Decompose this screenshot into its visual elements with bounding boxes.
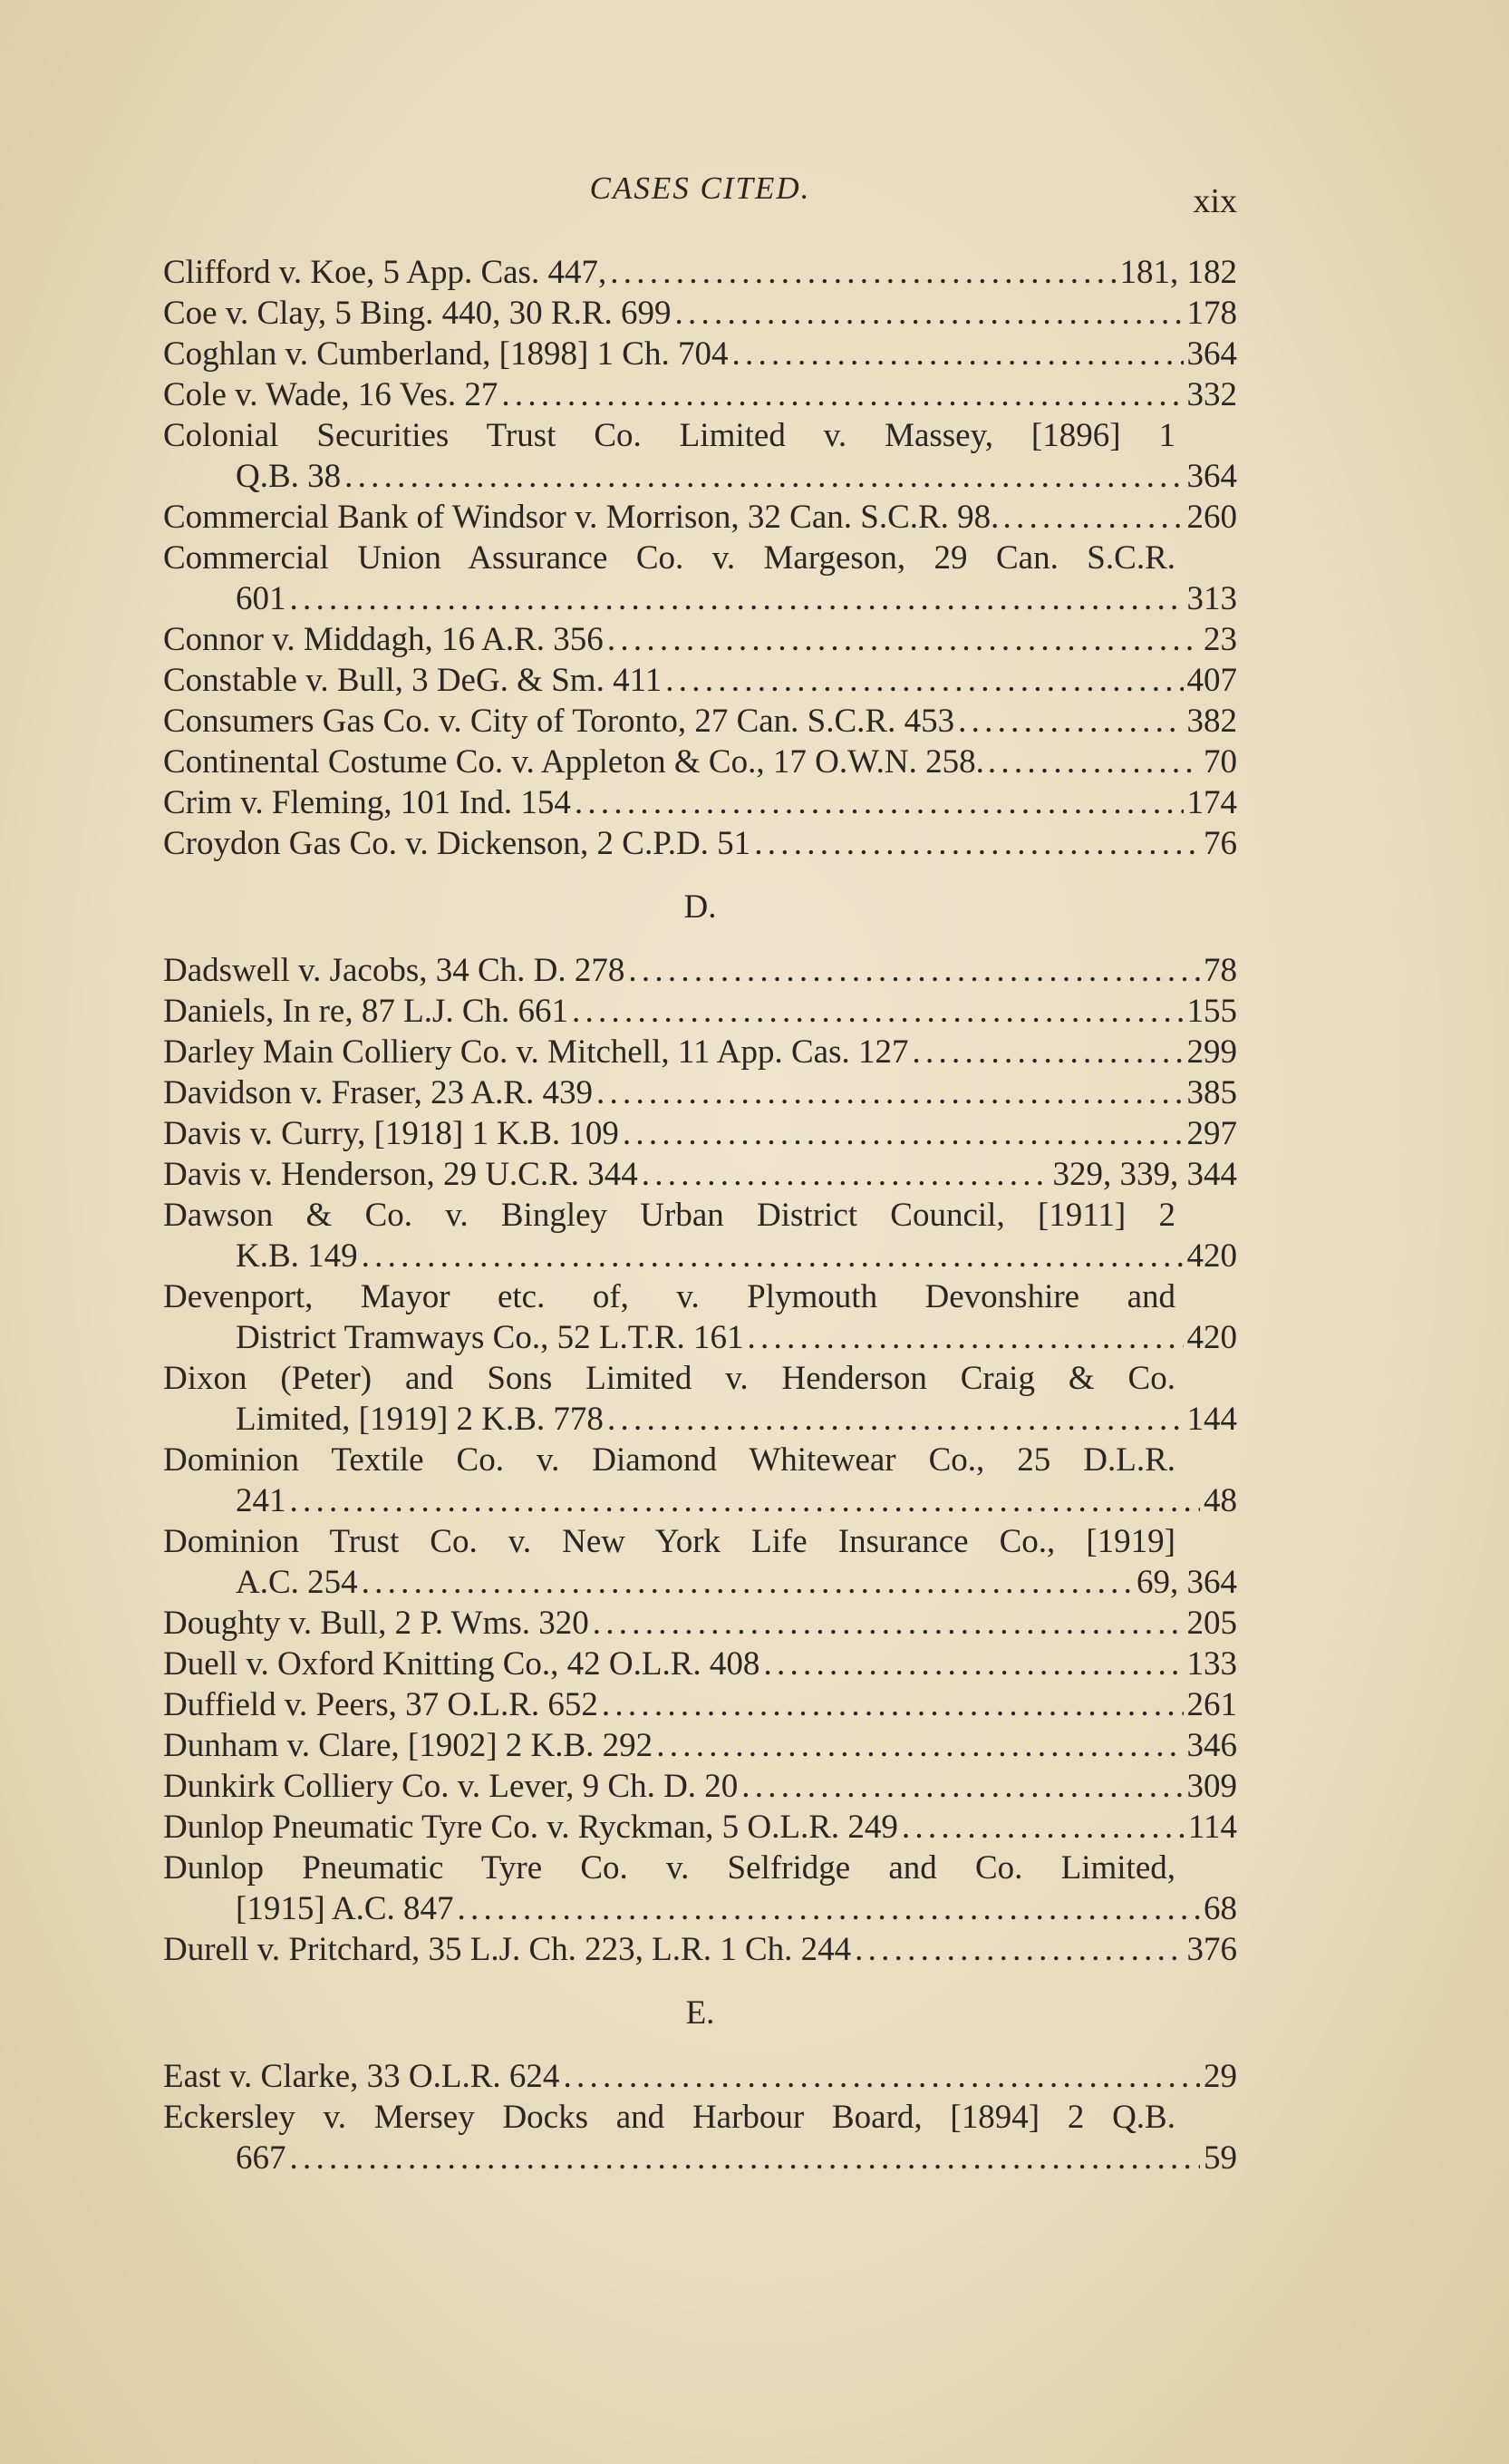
case-citation: Continental Costume Co. v. Appleton & Co., 17 O.W.N. 258. bbox=[163, 743, 984, 781]
case-citation-line bbox=[163, 1644, 1237, 1684]
case-citation: Crim v. Fleming, 101 Ind. 154 bbox=[163, 784, 571, 821]
case-name-line: Dominion Textile Co. v. Diamond Whitewear Co., 25 D.L.R. bbox=[163, 1441, 1175, 1479]
case-citation-line bbox=[163, 1113, 1237, 1154]
case-entry bbox=[163, 991, 1237, 1032]
case-citation: Cole v. Wade, 16 Ves. 27 bbox=[163, 376, 498, 413]
section-heading: E. bbox=[685, 1994, 715, 2032]
case-entry bbox=[163, 2056, 1237, 2097]
page-reference: 332 bbox=[1186, 376, 1237, 413]
page-reference: 313 bbox=[1186, 580, 1237, 617]
dot-leaders bbox=[628, 950, 1200, 991]
page-reference: 299 bbox=[1186, 1033, 1237, 1071]
case-entry bbox=[163, 1032, 1237, 1072]
case-name-line: Dunlop Pneumatic Tyre Co. v. Selfridge and Co. Limited, bbox=[163, 1849, 1175, 1887]
case-citation-line bbox=[163, 334, 1237, 374]
case-citation: Davidson v. Fraser, 23 A.R. 439 bbox=[163, 1074, 594, 1111]
case-citation-line bbox=[163, 1236, 1237, 1276]
case-citation-line bbox=[163, 1603, 1237, 1644]
case-entry bbox=[163, 619, 1237, 660]
case-entry bbox=[163, 497, 1237, 538]
page-reference: 260 bbox=[1186, 499, 1237, 536]
case-name-line: Dixon (Peter) and Sons Limited v. Henderson Craig & Co. bbox=[163, 1360, 1175, 1397]
case-entry bbox=[163, 1644, 1237, 1684]
case-citation: Dunham v. Clare, [1902] 2 K.B. 292 bbox=[163, 1727, 653, 1764]
case-entry bbox=[163, 1358, 1237, 1440]
case-citation-line bbox=[163, 701, 1237, 742]
case-citation-line bbox=[163, 252, 1237, 293]
case-entry bbox=[163, 293, 1237, 334]
case-citation-line bbox=[163, 1480, 1237, 1521]
case-citation-line bbox=[163, 991, 1237, 1032]
case-citation-line bbox=[163, 1154, 1237, 1195]
case-citation-line bbox=[163, 456, 1237, 497]
page-reference: 329, 339, 344 bbox=[1052, 1156, 1237, 1193]
dot-leaders bbox=[754, 823, 1200, 864]
case-entry bbox=[163, 1154, 1237, 1195]
case-citation: Dunlop Pneumatic Tyre Co. v. Ryckman, 5 O.L.R. 249 bbox=[163, 1809, 898, 1846]
case-citation: Doughty v. Bull, 2 P. Wms. 320 bbox=[163, 1605, 589, 1642]
case-citation: Darley Main Colliery Co. v. Mitchell, 11 App. Cas. 127 bbox=[163, 1033, 909, 1071]
dot-leaders bbox=[1002, 497, 1183, 538]
page-reference: 382 bbox=[1186, 703, 1237, 740]
case-citation-line bbox=[163, 823, 1237, 864]
case-name-line: Commercial Union Assurance Co. v. Margeson, 29 Can. S.C.R. bbox=[163, 539, 1175, 577]
case-citation: Limited, [1919] 2 K.B. 778 bbox=[236, 1401, 604, 1438]
case-entry bbox=[163, 1113, 1237, 1154]
page-reference: 364 bbox=[1186, 458, 1237, 495]
dot-leaders bbox=[607, 1399, 1184, 1440]
page-reference: 144 bbox=[1186, 1401, 1237, 1438]
case-citation: Dadswell v. Jacobs, 34 Ch. D. 278 bbox=[163, 952, 625, 989]
case-citation: Coghlan v. Cumberland, [1898] 1 Ch. 704 bbox=[163, 335, 729, 373]
section-heading: D. bbox=[683, 888, 717, 926]
page-reference: 68 bbox=[1204, 1890, 1237, 1927]
dot-leaders bbox=[912, 1032, 1183, 1072]
case-citation: Connor v. Middagh, 16 A.R. 356 bbox=[163, 621, 604, 658]
case-entry bbox=[163, 782, 1237, 823]
page-reference: 407 bbox=[1186, 662, 1237, 699]
case-citation-line bbox=[163, 1562, 1237, 1603]
case-entry bbox=[163, 538, 1237, 619]
dot-leaders bbox=[290, 2138, 1201, 2178]
page-reference: 69, 364 bbox=[1137, 1564, 1237, 1601]
case-citation: Duffield v. Peers, 37 O.L.R. 652 bbox=[163, 1686, 598, 1723]
dot-leaders bbox=[362, 1562, 1133, 1603]
dot-leaders bbox=[731, 334, 1183, 374]
page-reference: 297 bbox=[1186, 1115, 1237, 1152]
page-reference: 205 bbox=[1186, 1605, 1237, 1642]
case-citation-line bbox=[163, 950, 1237, 991]
dot-leaders bbox=[988, 742, 1200, 782]
page-reference: 76 bbox=[1204, 825, 1237, 862]
case-citation-line bbox=[163, 1032, 1237, 1072]
case-citation-line bbox=[163, 619, 1237, 660]
case-entry bbox=[163, 374, 1237, 415]
case-citation: East v. Clarke, 33 O.L.R. 624 bbox=[163, 2058, 560, 2095]
case-entry bbox=[163, 2097, 1237, 2178]
dot-leaders bbox=[623, 1113, 1184, 1154]
page-reference: 181, 182 bbox=[1119, 254, 1237, 291]
page-reference: 29 bbox=[1204, 2058, 1237, 2095]
case-entry bbox=[163, 415, 1237, 497]
page-reference: 364 bbox=[1186, 335, 1237, 373]
case-name-line: Dawson & Co. v. Bingley Urban District Council, [1911] 2 bbox=[163, 1197, 1175, 1234]
case-citation-line bbox=[163, 293, 1237, 334]
page-reference: 133 bbox=[1186, 1645, 1237, 1683]
case-citation-line bbox=[163, 1766, 1237, 1807]
page-reference: 59 bbox=[1204, 2139, 1237, 2177]
case-citation-line bbox=[163, 1399, 1237, 1440]
case-entry bbox=[163, 950, 1237, 991]
page-reference: 48 bbox=[1204, 1482, 1237, 1519]
case-entry bbox=[163, 742, 1237, 782]
page-number: xix bbox=[1193, 182, 1237, 220]
case-citation-line bbox=[163, 2056, 1237, 2097]
case-entry bbox=[163, 1276, 1237, 1358]
case-citation: Durell v. Pritchard, 35 L.J. Ch. 223, L.R. 1 Ch. 244 bbox=[163, 1931, 852, 1968]
case-citation: Consumers Gas Co. v. City of Toronto, 27 Can. S.C.R. 453 bbox=[163, 703, 955, 740]
page-reference: 114 bbox=[1187, 1809, 1237, 1846]
case-entry bbox=[163, 660, 1237, 701]
dot-leaders bbox=[656, 1725, 1183, 1766]
case-entry bbox=[163, 1848, 1237, 1929]
running-head bbox=[163, 167, 1237, 221]
dot-leaders bbox=[642, 1154, 1050, 1195]
case-entry bbox=[163, 1725, 1237, 1766]
dot-leaders bbox=[290, 1480, 1201, 1521]
dot-leaders bbox=[290, 578, 1184, 619]
page-reference: 178 bbox=[1186, 295, 1237, 332]
case-citation: 667 bbox=[236, 2139, 286, 2177]
dot-leaders bbox=[602, 1684, 1184, 1725]
dot-leaders bbox=[501, 374, 1183, 415]
dot-leaders bbox=[362, 1236, 1184, 1276]
case-entry bbox=[163, 1521, 1237, 1603]
page-reference: 346 bbox=[1186, 1727, 1237, 1764]
page-reference: 23 bbox=[1204, 621, 1237, 658]
case-citation-line bbox=[163, 742, 1237, 782]
dot-leaders bbox=[572, 991, 1183, 1032]
page-reference: 420 bbox=[1186, 1319, 1237, 1356]
case-citation-line bbox=[163, 374, 1237, 415]
case-citation: Croydon Gas Co. v. Dickenson, 2 C.P.D. 51 bbox=[163, 825, 751, 862]
case-citation: Commercial Bank of Windsor v. Morrison, 32 Can. S.C.R. 98. bbox=[163, 499, 1000, 536]
case-citation-line bbox=[163, 1929, 1237, 1970]
case-entry bbox=[163, 1603, 1237, 1644]
case-citation-line bbox=[163, 1725, 1237, 1766]
case-citation-line bbox=[163, 497, 1237, 538]
page-reference: 376 bbox=[1186, 1931, 1237, 1968]
case-citation-line bbox=[163, 1888, 1237, 1929]
case-citation: 601 bbox=[236, 580, 286, 617]
dot-leaders bbox=[958, 701, 1183, 742]
dot-leaders bbox=[855, 1929, 1183, 1970]
case-citation-line bbox=[163, 1684, 1237, 1725]
case-citation-line bbox=[163, 1807, 1237, 1848]
case-entry bbox=[163, 1807, 1237, 1848]
case-entry bbox=[163, 1195, 1237, 1276]
case-entry bbox=[163, 1929, 1237, 1970]
dot-leaders bbox=[563, 2056, 1200, 2097]
dot-leaders bbox=[665, 660, 1183, 701]
case-entry bbox=[163, 334, 1237, 374]
page-reference: 309 bbox=[1186, 1768, 1237, 1805]
case-citation: 241 bbox=[236, 1482, 286, 1519]
page-reference: 385 bbox=[1186, 1074, 1237, 1111]
case-name-line: Eckersley v. Mersey Docks and Harbour Board, [1894] 2 Q.B. bbox=[163, 2099, 1175, 2136]
case-citation: A.C. 254 bbox=[236, 1564, 358, 1601]
case-citation-line bbox=[163, 1072, 1237, 1113]
page-reference: 261 bbox=[1186, 1686, 1237, 1723]
page-reference: 70 bbox=[1204, 743, 1237, 781]
case-citation: Clifford v. Koe, 5 App. Cas. 447, bbox=[163, 254, 607, 291]
dot-leaders bbox=[575, 782, 1184, 823]
cases-index bbox=[163, 252, 1237, 2178]
dot-leaders bbox=[344, 456, 1183, 497]
case-entry bbox=[163, 701, 1237, 742]
case-name-line: Colonial Securities Trust Co. Limited v. Massey, [1896] 1 bbox=[163, 417, 1175, 454]
dot-leaders bbox=[593, 1603, 1184, 1644]
case-entry bbox=[163, 252, 1237, 293]
case-entry bbox=[163, 1684, 1237, 1725]
case-citation-line bbox=[163, 2138, 1237, 2178]
case-citation: Daniels, In re, 87 L.J. Ch. 661 bbox=[163, 993, 569, 1030]
dot-leaders bbox=[458, 1888, 1201, 1929]
case-citation: Duell v. Oxford Knitting Co., 42 O.L.R. 408 bbox=[163, 1645, 760, 1683]
case-citation: [1915] A.C. 847 bbox=[236, 1890, 454, 1927]
page-reference: 420 bbox=[1186, 1237, 1237, 1275]
case-entry bbox=[163, 823, 1237, 864]
dot-leaders bbox=[675, 293, 1184, 334]
page-reference: 174 bbox=[1186, 784, 1237, 821]
page-reference: 155 bbox=[1186, 993, 1237, 1030]
dot-leaders bbox=[741, 1766, 1183, 1807]
page-title: CASES CITED. bbox=[589, 170, 811, 206]
case-citation: Dunkirk Colliery Co. v. Lever, 9 Ch. D. 20 bbox=[163, 1768, 739, 1805]
dot-leaders bbox=[607, 619, 1200, 660]
case-citation-line bbox=[163, 1317, 1237, 1358]
case-citation-line bbox=[163, 782, 1237, 823]
page-reference: 78 bbox=[1204, 952, 1237, 989]
case-name-line: Dominion Trust Co. v. New York Life Insurance Co., [1919] bbox=[163, 1523, 1175, 1560]
case-citation: District Tramways Co., 52 L.T.R. 161 bbox=[236, 1319, 744, 1356]
case-name-line: Devenport, Mayor etc. of, v. Plymouth Devonshire and bbox=[163, 1278, 1175, 1315]
dot-leaders bbox=[763, 1644, 1183, 1684]
case-citation: Coe v. Clay, 5 Bing. 440, 30 R.R. 699 bbox=[163, 295, 672, 332]
dot-leaders bbox=[748, 1317, 1184, 1358]
case-entry bbox=[163, 1766, 1237, 1807]
dot-leaders bbox=[596, 1072, 1183, 1113]
case-citation: Constable v. Bull, 3 DeG. & Sm. 411 bbox=[163, 662, 663, 699]
case-entry bbox=[163, 1072, 1237, 1113]
case-citation: Q.B. 38 bbox=[236, 458, 342, 495]
case-citation-line bbox=[163, 578, 1237, 619]
case-citation: Davis v. Curry, [1918] 1 K.B. 109 bbox=[163, 1115, 619, 1152]
case-citation: K.B. 149 bbox=[236, 1237, 358, 1275]
case-citation: Davis v. Henderson, 29 U.C.R. 344 bbox=[163, 1156, 638, 1193]
case-citation-line bbox=[163, 660, 1237, 701]
case-entry bbox=[163, 1440, 1237, 1521]
dot-leaders bbox=[902, 1807, 1185, 1848]
dot-leaders bbox=[610, 252, 1116, 293]
